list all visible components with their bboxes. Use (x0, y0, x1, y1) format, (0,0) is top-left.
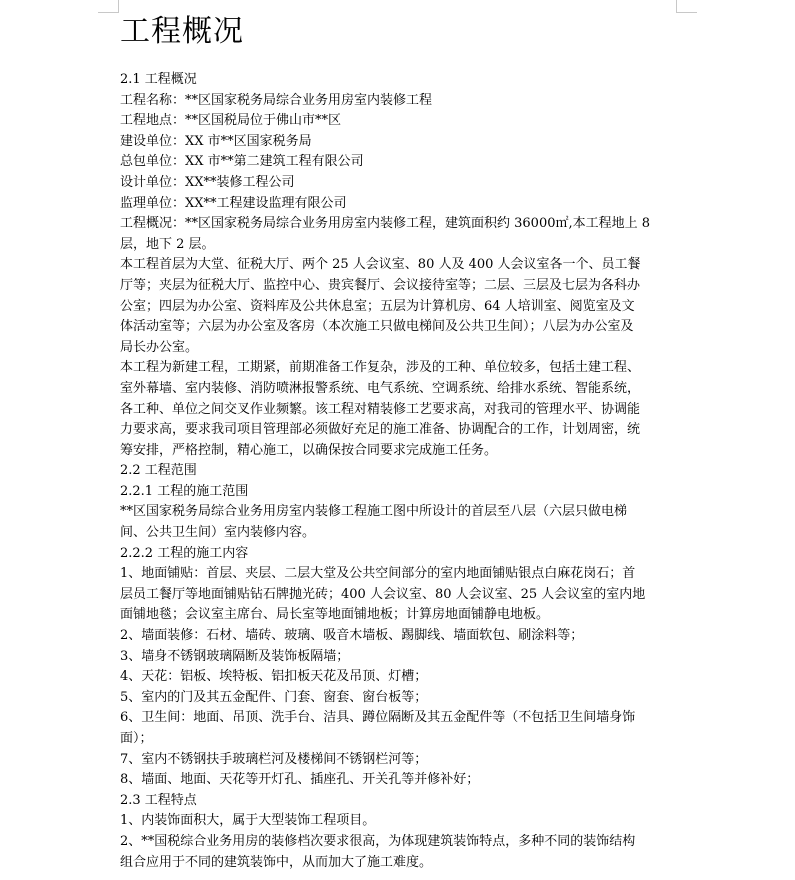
feature-item: 2、**国税综合业务用房的装修档次要求很高，为体现建筑装饰特点，多种不同的装饰结构 (120, 833, 636, 849)
subsection-heading-2-2-2: 2.2.2 工程的施工内容 (120, 545, 249, 561)
project-scope-line: 力要求高，要求我司项目管理部必须做好充足的施工准备、协调配合的工作，计划周密，统 (120, 422, 641, 438)
list-item-restroom: 6、卫生间：地面、吊顶、洗手台、洁具、蹲位隔断及其五金配件等（不包括卫生间墙身饰 (120, 710, 636, 726)
list-item-wall-finish: 2、墙面装修：石材、墙砖、玻璃、吸音木墙板、踢脚线、墙面软包、刷涂料等； (120, 628, 584, 644)
feature-item: 1、内装饰面积大，属于大型装饰工程项目。 (120, 813, 376, 829)
project-scope-line: 筹安排，严格控制，精心施工，以确保按合同要求完成施工任务。 (120, 442, 498, 458)
page-title: 工程概况 (120, 14, 244, 49)
general-contractor: 总包单位：XX 市**第二建筑工程有限公司 (120, 154, 364, 170)
list-item-restroom: 面）； (120, 731, 153, 746)
list-item-openings: 8、墙面、地面、天花等开灯孔、插座孔、开关孔等并修补好； (120, 772, 480, 788)
supervision-unit: 监理单位：XX**工程建设监理有限公司 (120, 195, 347, 211)
scope-text-line: **区国家税务局综合业务用房室内装修工程施工图中所设计的首层至八层（六层只做电梯 (120, 504, 628, 520)
project-name: 工程名称：**区国家税务局综合业务用房室内装修工程 (120, 92, 433, 108)
floor-layout-line: 公室；四层为办公室、资料库及公共休息室；五层为计算机房、64 人培训室、阅览室及文 (120, 298, 635, 314)
section-heading-2-1: 2.1 工程概况 (120, 72, 197, 87)
list-item-floor-paving: 1、地面铺贴：首层、夹层、二层大堂及公共空间部分的室内地面铺贴银点白麻花岗石；首 (120, 566, 636, 582)
overview-line: 层，地下 2 层。 (120, 236, 215, 252)
document-body (120, 70, 680, 873)
list-item-floor-paving: 面铺地毯；会议室主席台、局长室等地面铺地板；计算房地面铺静电地板。 (120, 607, 550, 623)
section-heading-2-2: 2.2 工程范围 (120, 463, 197, 479)
section-heading-2-3: 2.3 工程特点 (120, 792, 197, 808)
project-location: 工程地点：**区国税局位于佛山市**区 (120, 113, 342, 129)
design-unit: 设计单位：XX**装修工程公司 (120, 174, 295, 190)
list-item-railing: 7、室内不锈钢扶手玻璃栏河及楼梯间不锈钢栏河等； (120, 751, 428, 767)
list-item-ceiling: 4、天花：铝板、埃特板、铝扣板天花及吊顶、灯槽； (120, 669, 428, 685)
floor-layout-line: 体活动室等；六层为办公室及客房（本次施工只做电梯间及公共卫生间）；八层为办公室及 (120, 319, 634, 335)
margin-corner-mark-right (676, 0, 697, 13)
project-scope-line: 本工程为新建工程，工期紧，前期准备工作复杂，涉及的工种、单位较多，包括土建工程、 (120, 360, 641, 376)
overview-line: 工程概况：**区国家税务局综合业务用房室内装修工程，建筑面积约 36000㎡,本工程地上 8 (120, 216, 651, 232)
list-item-partition: 3、墙身不锈钢玻璃隔断及装饰板隔墙； (120, 648, 350, 664)
project-scope-line: 室外幕墙、室内装修、消防喷淋报警系统、电气系统、空调系统、给排水系统、智能系统， (120, 380, 641, 396)
floor-layout-line: 局长办公室。 (120, 339, 199, 355)
scope-text-line: 间、公共卫生间）室内装修内容。 (120, 525, 316, 541)
subsection-heading-2-2-1: 2.2.1 工程的施工范围 (120, 483, 249, 499)
floor-layout-line: 厅等；夹层为征税大厅、监控中心、贵宾餐厅、会议接待室等；二层、三层及七层为各科办 (120, 277, 641, 293)
feature-item: 组合应用于不同的建筑装饰中，从而加大了施工难度。 (120, 854, 433, 870)
list-item-doors: 5、室内的门及其五金配件、门套、窗套、窗台板等； (120, 689, 428, 705)
list-item-floor-paving: 层员工餐厅等地面铺贴钻石牌抛光砖；400 人会议室、80 人会议室、25 人会议室的室内地 (120, 586, 646, 602)
floor-layout-line: 本工程首层为大堂、征税大厅、两个 25 人会议室、80 人及 400 人会议室各一个、员工餐 (120, 257, 641, 273)
project-scope-line: 各工种、单位之间交叉作业频繁。该工程对精装修工艺要求高，对我司的管理水平、协调能 (120, 401, 641, 417)
owner-unit: 建设单位：XX 市**区国家税务局 (120, 133, 312, 149)
margin-corner-mark-left (98, 0, 119, 13)
